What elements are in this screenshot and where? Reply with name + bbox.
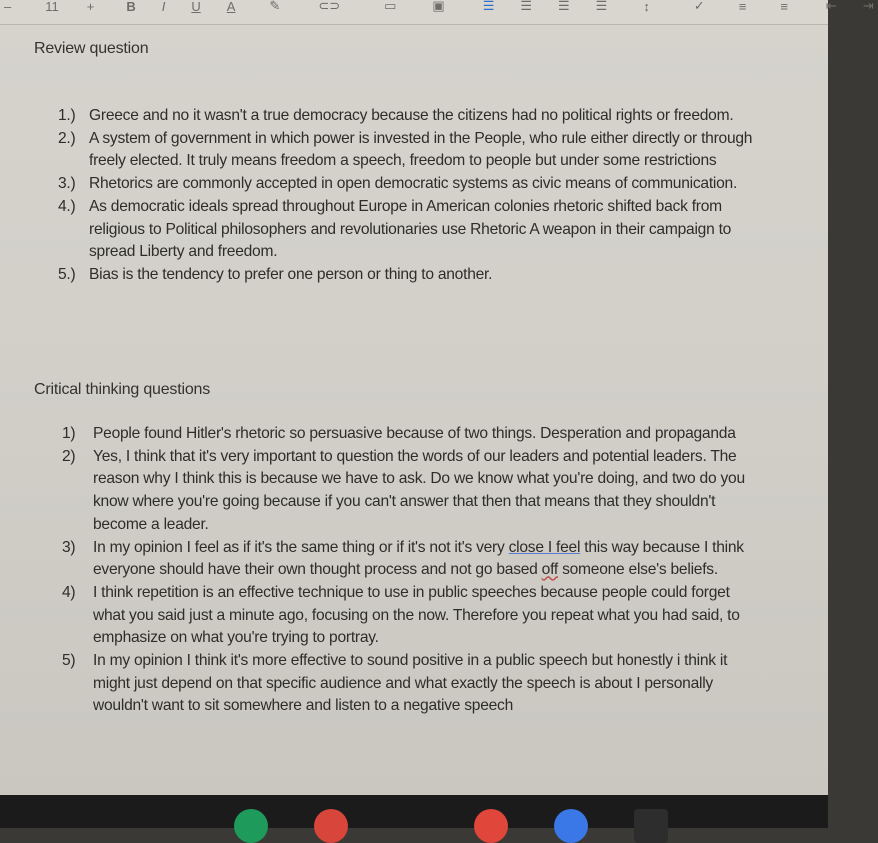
- image-icon[interactable]: ▣: [432, 0, 445, 13]
- list-item: [58, 264, 770, 287]
- item-text: Yes, I think that it's very important to question the words of our leaders and potential leaders. The reason why I think this is because we have to ask. Do we know what you're doing, and two do you know where you're going because if you can't answer that then that means that they shouldn't become a leader.: [93, 447, 745, 533]
- font-size-field[interactable]: 11: [45, 0, 59, 14]
- item-text: Greece and no it wasn't a true democracy because the citizens had no political rights or freedom.: [89, 107, 734, 124]
- spellcheck-underlined-word[interactable]: off: [541, 561, 558, 579]
- highlight-icon[interactable]: ✎: [269, 0, 281, 13]
- chrome-icon[interactable]: [474, 809, 508, 843]
- list-item: [58, 173, 770, 196]
- numbered-list-icon[interactable]: ≡: [780, 0, 788, 14]
- list-item: [62, 537, 762, 582]
- item-number: 3.): [58, 175, 76, 193]
- taskbar: [0, 795, 828, 828]
- item-text: In my opinion I think it's more effective to sound positive in a public speech but honestly i think it might just depend on that specific audience and what exactly the speech is about I personally wouldn't want to sit somewhere and listen to a negative speech: [93, 652, 728, 715]
- item-number: 2.): [58, 129, 76, 147]
- line-spacing-icon[interactable]: ↕: [643, 0, 650, 14]
- item-number: 1): [62, 425, 76, 442]
- item-text: People found Hitler's rhetoric so persuasive because of two things. Desperation and propaganda: [93, 425, 736, 442]
- align-right-icon[interactable]: ☰: [558, 0, 570, 13]
- bulleted-list-icon[interactable]: ≡: [738, 0, 747, 14]
- hulu-icon[interactable]: [634, 809, 668, 843]
- list-item: [62, 446, 762, 537]
- item-text: Rhetorics are commonly accepted in open democratic systems as civic means of communication.: [89, 175, 738, 193]
- docs-icon[interactable]: [554, 809, 588, 843]
- checklist-icon[interactable]: ✓: [693, 0, 705, 13]
- comment-icon[interactable]: ▭: [384, 0, 397, 13]
- bold-button[interactable]: B: [126, 0, 136, 14]
- text-color-button[interactable]: A: [226, 0, 236, 14]
- align-left-icon[interactable]: ☰: [482, 0, 495, 13]
- suggestion-underlined-text[interactable]: close I feel: [508, 538, 581, 556]
- play-store-icon[interactable]: [234, 809, 268, 843]
- item-number: 1.): [58, 107, 76, 124]
- underline-button[interactable]: U: [191, 0, 201, 14]
- italic-button[interactable]: I: [161, 0, 166, 14]
- item-text-part: this way because I think everyone should have their own thought process and not go based: [93, 538, 744, 579]
- justify-icon[interactable]: ☰: [595, 0, 608, 13]
- formatting-toolbar: [0, 0, 874, 25]
- critical-answers-list: [62, 423, 762, 718]
- list-item: [62, 650, 762, 718]
- review-answers-list: [58, 105, 770, 287]
- item-text: A system of government in which power is invested in the People, who rule either directly or through freely elected. It truly means freedom a speech, freedom to people but under some restrictions: [89, 129, 753, 170]
- item-text: I think repetition is an effective technique to use in public speeches because people could forget what you said just a minute ago, focusing on the now. Therefore you repeat what you had said, to emphasize on what you're trying to portray.: [93, 583, 740, 647]
- item-number: 4.): [58, 197, 76, 215]
- list-item: [58, 128, 770, 173]
- item-text-part: someone else's beliefs.: [557, 561, 718, 579]
- minus-icon[interactable]: –: [4, 0, 12, 14]
- list-item: [62, 582, 762, 650]
- item-number: 5): [62, 652, 76, 670]
- link-icon[interactable]: ⊂⊃: [318, 0, 341, 13]
- item-text: [93, 539, 744, 579]
- item-number: 2): [62, 447, 76, 465]
- item-text-part: In my opinion I feel as if it's the same thing or if it's not it's very: [93, 538, 509, 556]
- item-number: 3): [62, 538, 76, 556]
- item-text: Bias is the tendency to prefer one person or thing to another.: [89, 265, 493, 283]
- font-size-increase-button[interactable]: +: [86, 0, 95, 14]
- outdent-icon[interactable]: ⇥: [862, 0, 874, 13]
- item-text: As democratic ideals spread throughout Europe in American colonies rhetoric shifted back from religious to Political philosophers and revolutionaries use Rhetoric A weapon in their campaign to spread Liberty and freedom.: [89, 197, 732, 261]
- critical-section-title: Critical thinking questions: [34, 381, 211, 398]
- list-item: [58, 105, 770, 128]
- item-number: 5.): [58, 265, 76, 283]
- item-number: 4): [62, 583, 76, 601]
- align-center-icon[interactable]: ☰: [520, 0, 533, 13]
- review-section-title: Review question: [34, 40, 149, 57]
- list-item: [62, 423, 762, 446]
- gmail-icon[interactable]: [314, 809, 348, 843]
- document-page[interactable]: [0, 25, 828, 795]
- list-item: [58, 196, 770, 264]
- indent-icon[interactable]: ⇤: [825, 0, 837, 13]
